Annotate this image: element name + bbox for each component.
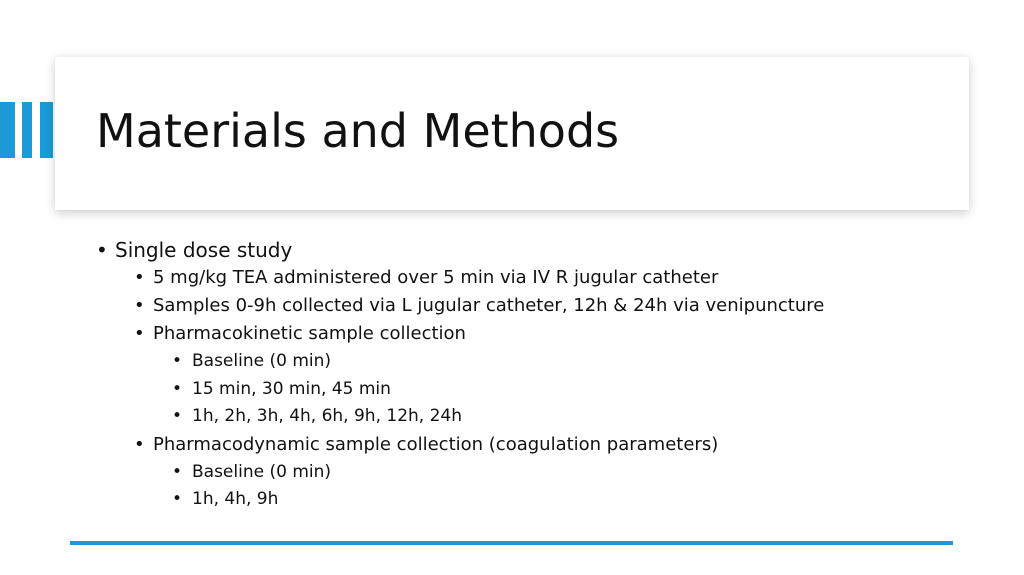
bullet-item (0, 292, 1024, 320)
bullet-item (0, 459, 1024, 487)
bullet-item (0, 320, 1024, 348)
bullet-text: Single dose study (115, 238, 293, 262)
accent-bar (40, 102, 53, 158)
bullet-item (0, 431, 1024, 459)
bullet-text: 1h, 2h, 3h, 4h, 6h, 9h, 12h, 24h (192, 406, 463, 426)
bullet-text: 5 mg/kg TEA administered over 5 min via IV R jugular catheter (153, 267, 719, 288)
bullet-item (0, 348, 1024, 376)
bullet-item (0, 264, 1024, 292)
bullet-dot: • (172, 406, 183, 426)
bullet-text: Baseline (0 min) (192, 461, 332, 482)
title-card (55, 57, 969, 210)
bullet-dot: • (134, 433, 145, 455)
bullet-item (0, 486, 1024, 514)
bullet-item (0, 376, 1024, 404)
bullet-dot: • (134, 323, 145, 344)
footer-accent-line (70, 541, 953, 545)
bullet-dot: • (172, 489, 183, 509)
bullet-text: 15 min, 30 min, 45 min (192, 378, 391, 399)
slide-title: Materials and Methods (96, 104, 620, 158)
bullet-text: Baseline (0 min) (192, 351, 332, 371)
bullet-dot: • (172, 378, 183, 399)
bullet-dot: • (172, 351, 183, 371)
bullet-text: 1h, 4h, 9h (192, 489, 279, 509)
bullet-dot: • (96, 238, 108, 262)
bullet-item (0, 236, 1024, 264)
bullet-text: Pharmacokinetic sample collection (153, 323, 466, 344)
bullet-dot: • (172, 461, 183, 482)
bullet-list (0, 236, 1024, 514)
accent-bar (0, 102, 15, 158)
bullet-text: Samples 0-9h collected via L jugular catheter, 12h & 24h via venipuncture (153, 295, 825, 316)
accent-bar (22, 102, 32, 158)
bullet-text: Pharmacodynamic sample collection (coagulation parameters) (153, 433, 719, 455)
bullet-dot: • (134, 267, 145, 288)
bullet-dot: • (134, 295, 145, 316)
bullet-item (0, 403, 1024, 431)
